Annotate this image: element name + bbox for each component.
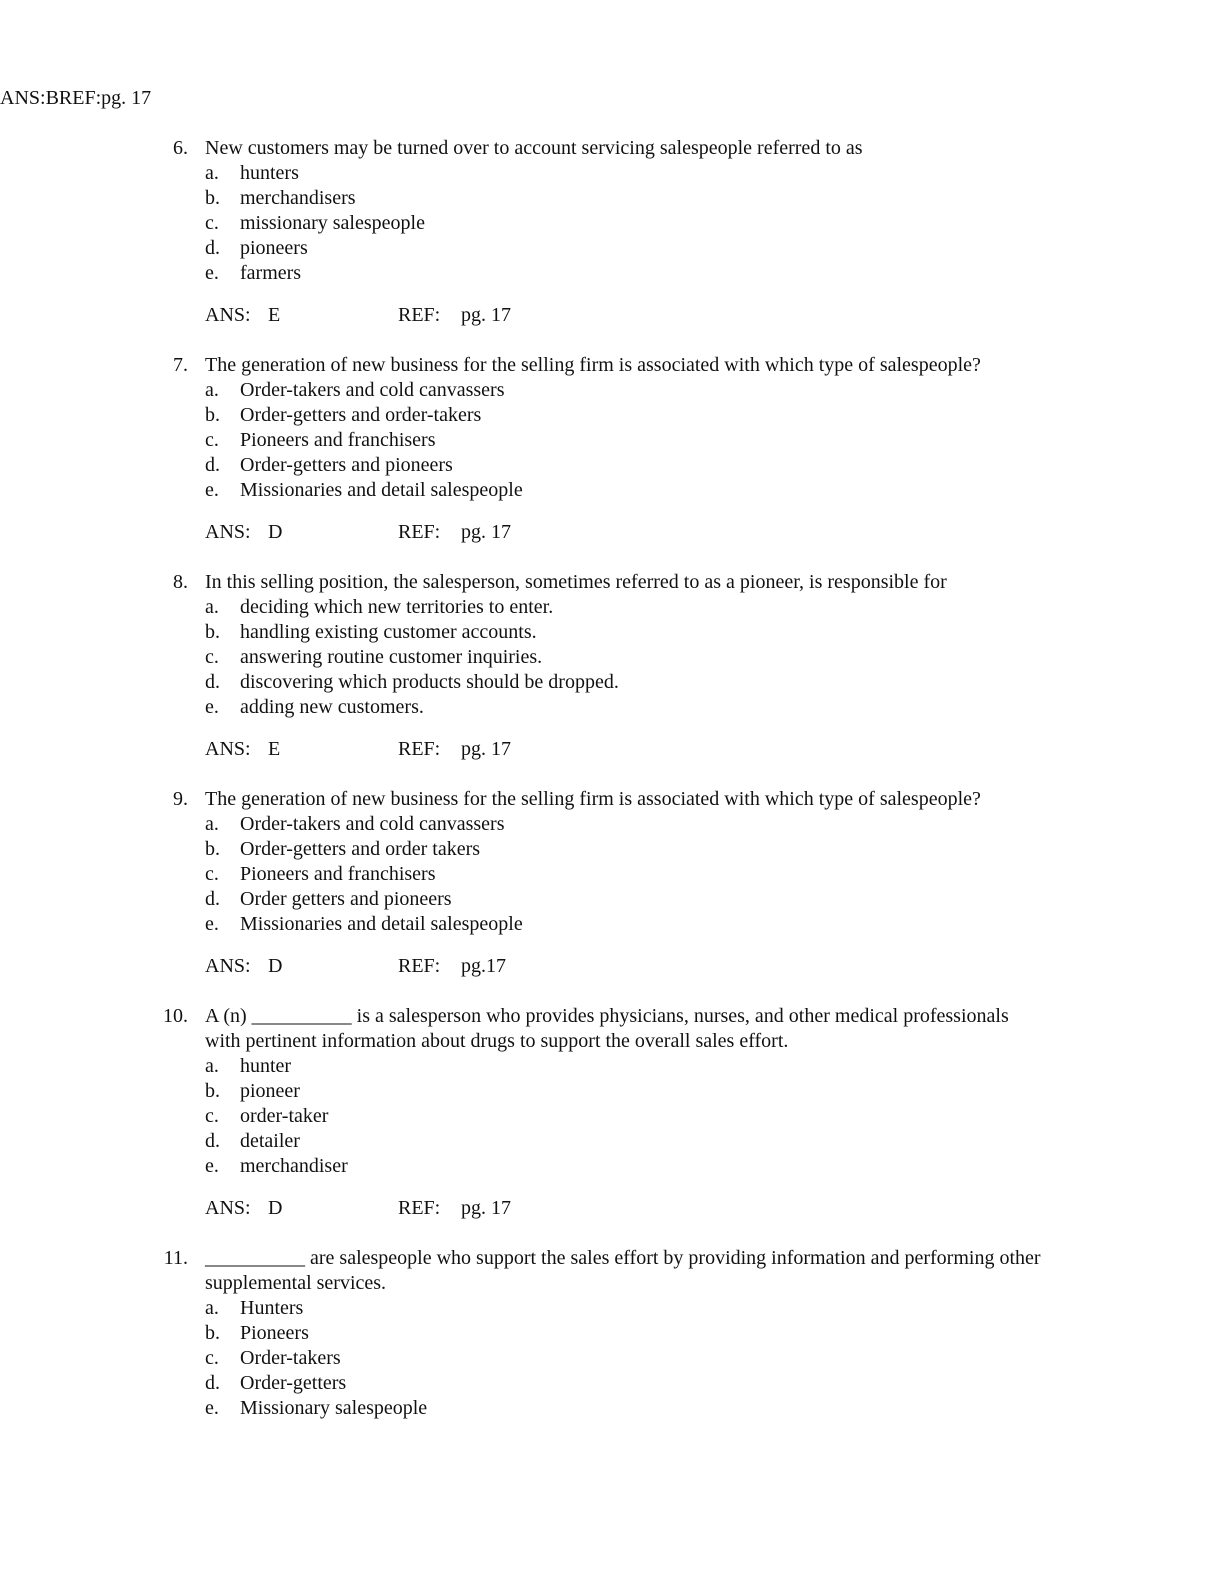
question-block bbox=[0, 1246, 1224, 1421]
answer-option bbox=[0, 620, 1224, 645]
question-number: 9. bbox=[173, 788, 188, 810]
answer-label: ANS: bbox=[205, 955, 251, 977]
option-letter: a. bbox=[205, 1297, 219, 1319]
question-block bbox=[0, 136, 1224, 328]
answer-line bbox=[0, 86, 1224, 111]
question-block bbox=[0, 353, 1224, 545]
reference-value: pg. 17 bbox=[461, 738, 511, 760]
reference-label: REF: bbox=[58, 87, 102, 109]
option-text: order-taker bbox=[240, 1105, 329, 1127]
answer-option bbox=[0, 595, 1224, 620]
answer-option bbox=[0, 670, 1224, 695]
question-text: supplemental services. bbox=[205, 1272, 387, 1294]
answer-option bbox=[0, 912, 1224, 937]
question-block bbox=[0, 570, 1224, 762]
option-text: Missionary salespeople bbox=[240, 1397, 428, 1419]
answer-option bbox=[0, 1129, 1224, 1154]
option-text: detailer bbox=[240, 1130, 300, 1152]
option-letter: e. bbox=[205, 1155, 219, 1177]
option-text: deciding which new territories to enter. bbox=[240, 596, 554, 618]
option-letter: b. bbox=[205, 621, 220, 643]
reference-value: pg. 17 bbox=[461, 1197, 511, 1219]
option-text: pioneer bbox=[240, 1080, 300, 1102]
option-letter: c. bbox=[205, 1105, 219, 1127]
answer-line bbox=[0, 1196, 1224, 1221]
option-letter: a. bbox=[205, 596, 219, 618]
answer-option bbox=[0, 1154, 1224, 1179]
answer-line bbox=[0, 737, 1224, 762]
answer-value: D bbox=[268, 521, 283, 543]
option-letter: c. bbox=[205, 1347, 219, 1369]
question-number: 8. bbox=[173, 571, 188, 593]
answer-label: ANS: bbox=[205, 304, 251, 326]
option-text: Missionaries and detail salespeople bbox=[240, 479, 523, 501]
option-letter: b. bbox=[205, 838, 220, 860]
answer-option bbox=[0, 261, 1224, 286]
question-text: The generation of new business for the selling firm is associated with which type of salespeople? bbox=[205, 354, 981, 376]
option-letter: c. bbox=[205, 212, 219, 234]
answer-line bbox=[0, 954, 1224, 979]
reference-label: REF: bbox=[398, 521, 441, 543]
option-letter: d. bbox=[205, 1130, 220, 1152]
reference-value: pg. 17 bbox=[461, 521, 511, 543]
option-text: hunter bbox=[240, 1055, 292, 1077]
option-text: Order-getters bbox=[240, 1372, 347, 1394]
option-letter: b. bbox=[205, 404, 220, 426]
question-number: 11. bbox=[163, 1247, 188, 1269]
question-line bbox=[0, 570, 1224, 595]
option-text: Pioneers bbox=[240, 1322, 309, 1344]
answer-option bbox=[0, 453, 1224, 478]
question-number: 10. bbox=[163, 1005, 188, 1027]
question-line bbox=[0, 1029, 1224, 1054]
option-letter: d. bbox=[205, 888, 220, 910]
option-text: Order getters and pioneers bbox=[240, 888, 452, 910]
question-number: 7. bbox=[173, 354, 188, 376]
question-block bbox=[0, 787, 1224, 979]
answer-option bbox=[0, 1054, 1224, 1079]
option-text: Hunters bbox=[240, 1297, 304, 1319]
option-text: Order-getters and order-takers bbox=[240, 404, 482, 426]
option-text: missionary salespeople bbox=[240, 212, 425, 234]
question-text: New customers may be turned over to account servicing salespeople referred to as bbox=[205, 137, 863, 159]
reference-value: pg.17 bbox=[461, 955, 506, 977]
option-text: Missionaries and detail salespeople bbox=[240, 913, 523, 935]
answer-option bbox=[0, 887, 1224, 912]
option-text: farmers bbox=[240, 262, 302, 284]
option-letter: c. bbox=[205, 429, 219, 451]
option-letter: c. bbox=[205, 646, 219, 668]
option-letter: b. bbox=[205, 1322, 220, 1344]
answer-option bbox=[0, 1321, 1224, 1346]
answer-option bbox=[0, 862, 1224, 887]
question-line bbox=[0, 1271, 1224, 1296]
answer-option bbox=[0, 695, 1224, 720]
question-text: __________ are salespeople who support the sales effort by providing information and performing other bbox=[205, 1247, 1041, 1269]
answer-option bbox=[0, 211, 1224, 236]
option-text: Order-getters and pioneers bbox=[240, 454, 453, 476]
answer-option bbox=[0, 1396, 1224, 1421]
answer-option bbox=[0, 236, 1224, 261]
question-number: 6. bbox=[173, 137, 188, 159]
option-letter: c. bbox=[205, 863, 219, 885]
answer-option bbox=[0, 478, 1224, 503]
answer-option bbox=[0, 837, 1224, 862]
answer-label: ANS: bbox=[205, 1197, 251, 1219]
reference-label: REF: bbox=[398, 304, 441, 326]
answer-option bbox=[0, 186, 1224, 211]
option-letter: a. bbox=[205, 813, 219, 835]
answer-option bbox=[0, 645, 1224, 670]
option-letter: e. bbox=[205, 1397, 219, 1419]
answer-option bbox=[0, 812, 1224, 837]
answer-option bbox=[0, 1104, 1224, 1129]
option-text: handling existing customer accounts. bbox=[240, 621, 537, 643]
answer-option bbox=[0, 378, 1224, 403]
option-letter: e. bbox=[205, 262, 219, 284]
answer-line bbox=[0, 520, 1224, 545]
answer-option bbox=[0, 1346, 1224, 1371]
option-text: Order-getters and order takers bbox=[240, 838, 481, 860]
answer-option bbox=[0, 1079, 1224, 1104]
option-letter: e. bbox=[205, 696, 219, 718]
option-letter: d. bbox=[205, 671, 220, 693]
option-text: Order-takers and cold canvassers bbox=[240, 379, 505, 401]
option-text: adding new customers. bbox=[240, 696, 424, 718]
question-line bbox=[0, 787, 1224, 812]
reference-value: pg. 17 bbox=[101, 87, 152, 109]
answer-label: ANS: bbox=[205, 521, 251, 543]
answer-line bbox=[0, 303, 1224, 328]
option-text: Pioneers and franchisers bbox=[240, 863, 436, 885]
question-line bbox=[0, 136, 1224, 161]
answer-option bbox=[0, 428, 1224, 453]
answer-label: ANS: bbox=[205, 738, 251, 760]
reference-label: REF: bbox=[398, 1197, 441, 1219]
answer-option bbox=[0, 1371, 1224, 1396]
question-block bbox=[0, 1004, 1224, 1221]
option-text: pioneers bbox=[240, 237, 308, 259]
question-line bbox=[0, 353, 1224, 378]
option-letter: e. bbox=[205, 913, 219, 935]
option-text: Pioneers and franchisers bbox=[240, 429, 436, 451]
option-letter: e. bbox=[205, 479, 219, 501]
option-text: Order-takers and cold canvassers bbox=[240, 813, 505, 835]
question-line bbox=[0, 1004, 1224, 1029]
option-letter: d. bbox=[205, 1372, 220, 1394]
option-letter: a. bbox=[205, 379, 219, 401]
option-text: hunters bbox=[240, 162, 299, 184]
option-text: answering routine customer inquiries. bbox=[240, 646, 543, 668]
option-letter: a. bbox=[205, 162, 219, 184]
question-text: In this selling position, the salesperson, sometimes referred to as a pioneer, is responsible for bbox=[205, 571, 947, 593]
answer-label: ANS: bbox=[0, 87, 46, 109]
option-letter: a. bbox=[205, 1055, 219, 1077]
answer-option bbox=[0, 1296, 1224, 1321]
answer-value: E bbox=[268, 304, 281, 326]
document-page bbox=[0, 86, 1224, 1421]
question-text: The generation of new business for the selling firm is associated with which type of salespeople? bbox=[205, 788, 981, 810]
reference-label: REF: bbox=[398, 738, 441, 760]
answer-option bbox=[0, 161, 1224, 186]
question-line bbox=[0, 1246, 1224, 1271]
question-text: with pertinent information about drugs to support the overall sales effort. bbox=[205, 1030, 789, 1052]
answer-value: D bbox=[268, 955, 283, 977]
answer-option bbox=[0, 403, 1224, 428]
option-letter: b. bbox=[205, 1080, 220, 1102]
option-text: Order-takers bbox=[240, 1347, 341, 1369]
option-letter: d. bbox=[205, 454, 220, 476]
option-text: discovering which products should be dropped. bbox=[240, 671, 619, 693]
answer-value: D bbox=[268, 1197, 283, 1219]
reference-label: REF: bbox=[398, 955, 441, 977]
option-letter: d. bbox=[205, 237, 220, 259]
option-letter: b. bbox=[205, 187, 220, 209]
reference-value: pg. 17 bbox=[461, 304, 511, 326]
option-text: merchandisers bbox=[240, 187, 356, 209]
question-text: A (n) __________ is a salesperson who provides physicians, nurses, and other medical professionals bbox=[205, 1005, 1009, 1027]
answer-value: B bbox=[45, 87, 59, 109]
option-text: merchandiser bbox=[240, 1155, 348, 1177]
answer-value: E bbox=[268, 738, 281, 760]
